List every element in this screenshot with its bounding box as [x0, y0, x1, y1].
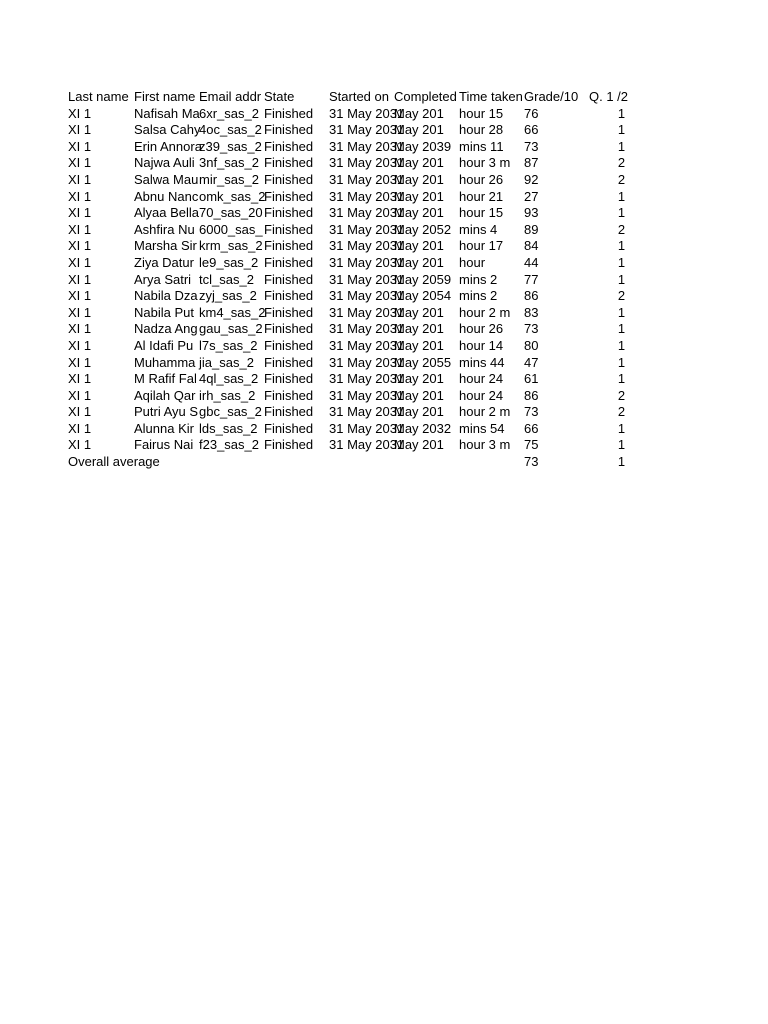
cell-q1: 1 — [617, 254, 626, 270]
cell-q1: 2 — [617, 404, 626, 420]
table-row — [68, 288, 668, 305]
cell-first-name: Al Idafi Pu — [134, 337, 194, 353]
cell-state: Finished — [264, 171, 314, 187]
cell-completed: May 201 — [394, 238, 444, 254]
cell-completed: May 201 — [394, 404, 444, 420]
cell-first-name: Alunna Kir — [134, 420, 194, 436]
cell-time-taken: hour 26 — [459, 321, 504, 337]
cell-completed: May 201 — [394, 122, 444, 138]
cell-grade: 89 — [524, 221, 539, 237]
cell-q1: 2 — [617, 155, 626, 171]
cell-grade: 66 — [524, 420, 539, 436]
cell-first-name: Salsa Cahy — [134, 122, 201, 138]
cell-completed: May 201 — [394, 321, 444, 337]
cell-email: 4ql_sas_2 — [199, 371, 259, 387]
header-first-name: First name — [134, 89, 196, 104]
cell-started-on: 31 May 2031 — [329, 138, 405, 154]
table-row — [68, 388, 668, 405]
table-row — [68, 255, 668, 272]
cell-q1: 1 — [617, 271, 626, 287]
cell-first-name: Abnu Nanc — [134, 188, 199, 204]
cell-q1: 2 — [617, 221, 626, 237]
cell-time-taken: mins 54 — [459, 420, 505, 436]
table-row — [68, 106, 668, 123]
cell-email: z39_sas_2 — [199, 138, 262, 154]
cell-started-on: 31 May 2031 — [329, 420, 405, 436]
cell-time-taken: hour 28 — [459, 122, 504, 138]
cell-grade: 80 — [524, 337, 539, 353]
cell-completed: May 201 — [394, 437, 444, 453]
cell-last-name: XI 1 — [68, 304, 92, 320]
cell-last-name: XI 1 — [68, 171, 92, 187]
cell-started-on: 31 May 2031 — [329, 337, 405, 353]
table-row — [68, 321, 668, 338]
cell-state: Finished — [264, 271, 314, 287]
cell-email: le9_sas_2 — [199, 254, 259, 270]
cell-q1: 1 — [617, 105, 626, 121]
cell-started-on: 31 May 2031 — [329, 437, 405, 453]
cell-state: Finished — [264, 238, 314, 254]
cell-grade: 73 — [524, 321, 539, 337]
cell-state: Finished — [264, 354, 314, 370]
cell-state: Finished — [264, 105, 314, 121]
cell-time-taken: hour 15 — [459, 205, 504, 221]
cell-started-on: 31 May 2031 — [329, 122, 405, 138]
cell-first-name: Nafisah Ma — [134, 105, 200, 121]
cell-first-name: Ziya Datur — [134, 254, 194, 270]
cell-completed: May 201 — [394, 337, 444, 353]
cell-started-on: 31 May 2031 — [329, 221, 405, 237]
cell-state: Finished — [264, 288, 314, 304]
cell-started-on: 31 May 2031 — [329, 371, 405, 387]
cell-state: Finished — [264, 155, 314, 171]
cell-grade: 84 — [524, 238, 539, 254]
cell-grade: 92 — [524, 171, 539, 187]
cell-completed: May 2054 — [394, 288, 452, 304]
cell-started-on: 31 May 2031 — [329, 254, 405, 270]
cell-last-name: XI 1 — [68, 321, 92, 337]
cell-grade: 87 — [524, 155, 539, 171]
cell-state: Finished — [264, 122, 314, 138]
cell-grade: 77 — [524, 271, 539, 287]
table-row — [68, 238, 668, 255]
table-row — [68, 272, 668, 289]
cell-time-taken: mins 44 — [459, 354, 505, 370]
cell-time-taken: hour 2 m — [459, 404, 511, 420]
cell-started-on: 31 May 2031 — [329, 271, 405, 287]
cell-last-name: XI 1 — [68, 288, 92, 304]
cell-q1: 2 — [617, 171, 626, 187]
cell-completed: May 201 — [394, 304, 444, 320]
cell-time-taken: mins 11 — [459, 138, 504, 154]
cell-q1: 1 — [617, 337, 626, 353]
table-row — [68, 122, 668, 139]
cell-first-name: Marsha Sir — [134, 238, 197, 254]
cell-first-name: Erin Annora — [134, 138, 202, 154]
table-body — [68, 106, 668, 454]
cell-grade: 61 — [524, 371, 539, 387]
header-row — [68, 89, 668, 106]
table-row — [68, 155, 668, 172]
cell-q1: 1 — [617, 205, 626, 221]
cell-last-name: XI 1 — [68, 371, 92, 387]
cell-q1: 1 — [617, 371, 626, 387]
cell-started-on: 31 May 2031 — [329, 238, 405, 254]
cell-time-taken: hour 14 — [459, 337, 504, 353]
cell-started-on: 31 May 2031 — [329, 105, 405, 121]
cell-started-on: 31 May 2031 — [329, 171, 405, 187]
cell-first-name: Nabila Put — [134, 304, 194, 320]
table-row — [68, 421, 668, 438]
cell-completed: May 201 — [394, 387, 444, 403]
cell-time-taken: hour 17 — [459, 238, 504, 254]
cell-first-name: Fairus Nai — [134, 437, 194, 453]
cell-state: Finished — [264, 437, 314, 453]
cell-state: Finished — [264, 254, 314, 270]
cell-first-name: Muhamma — [134, 354, 196, 370]
cell-state: Finished — [264, 387, 314, 403]
cell-completed: May 201 — [394, 188, 444, 204]
cell-grade: 66 — [524, 122, 539, 138]
cell-last-name: XI 1 — [68, 122, 92, 138]
cell-last-name: XI 1 — [68, 155, 92, 171]
cell-last-name: XI 1 — [68, 238, 92, 254]
table-row — [68, 338, 668, 355]
cell-grade: 83 — [524, 304, 539, 320]
cell-time-taken: hour 15 — [459, 105, 504, 121]
cell-last-name: XI 1 — [68, 337, 92, 353]
cell-time-taken: mins 2 — [459, 288, 498, 304]
cell-started-on: 31 May 2031 — [329, 188, 405, 204]
cell-state: Finished — [264, 188, 314, 204]
cell-time-taken: hour 26 — [459, 171, 504, 187]
cell-q1: 1 — [617, 420, 626, 436]
cell-first-name: Nadza Ang — [134, 321, 198, 337]
table-row — [68, 205, 668, 222]
cell-first-name: Aqilah Qar — [134, 387, 196, 403]
header-completed: Completed — [394, 89, 457, 104]
cell-email: 4oc_sas_2 — [199, 122, 262, 138]
spreadsheet — [68, 89, 668, 471]
header-grade: Grade/10 — [524, 89, 579, 104]
cell-started-on: 31 May 2031 — [329, 321, 405, 337]
cell-time-taken: hour 3 m — [459, 437, 511, 453]
cell-time-taken: hour — [459, 254, 486, 270]
cell-last-name: XI 1 — [68, 205, 92, 221]
cell-email: mir_sas_2 — [199, 171, 259, 187]
cell-time-taken: hour 3 m — [459, 155, 511, 171]
cell-completed: May 201 — [394, 171, 444, 187]
cell-last-name: XI 1 — [68, 420, 92, 436]
cell-first-name: Nabila Dza — [134, 288, 198, 304]
cell-time-taken: mins 2 — [459, 271, 498, 287]
cell-first-name: Ashfira Nu — [134, 221, 195, 237]
cell-grade: 76 — [524, 105, 539, 121]
cell-q1: 1 — [617, 437, 626, 453]
cell-email: irh_sas_2 — [199, 387, 256, 403]
header-email: Email addr — [199, 89, 262, 104]
cell-grade: 44 — [524, 254, 539, 270]
cell-state: Finished — [264, 138, 314, 154]
cell-grade: 73 — [524, 138, 539, 154]
cell-email: l7s_sas_2 — [199, 337, 258, 353]
cell-last-name: XI 1 — [68, 188, 92, 204]
cell-grade: 75 — [524, 437, 539, 453]
cell-time-taken: hour 2 m — [459, 304, 511, 320]
cell-first-name: Putri Ayu S — [134, 404, 199, 420]
cell-email: 70_sas_20 — [199, 205, 263, 221]
cell-completed: May 2059 — [394, 271, 452, 287]
cell-started-on: 31 May 2031 — [329, 304, 405, 320]
table-row — [68, 437, 668, 454]
cell-email: lds_sas_2 — [199, 420, 258, 436]
table-row — [68, 172, 668, 189]
cell-email: km4_sas_2 — [199, 304, 266, 320]
table-row — [68, 371, 668, 388]
cell-first-name: M Rafif Fal — [134, 371, 197, 387]
overall-average-q1: 1 — [617, 454, 626, 470]
cell-q1: 2 — [617, 288, 626, 304]
cell-time-taken: hour 24 — [459, 371, 504, 387]
cell-grade: 73 — [524, 404, 539, 420]
cell-grade: 93 — [524, 205, 539, 221]
table-row — [68, 139, 668, 156]
cell-email: omk_sas_2 — [199, 188, 266, 204]
cell-grade: 47 — [524, 354, 539, 370]
cell-q1: 1 — [617, 354, 626, 370]
cell-first-name: Arya Satri — [134, 271, 192, 287]
cell-email: jia_sas_2 — [199, 354, 254, 370]
cell-state: Finished — [264, 404, 314, 420]
cell-last-name: XI 1 — [68, 404, 92, 420]
header-state: State — [264, 89, 295, 104]
cell-state: Finished — [264, 420, 314, 436]
cell-grade: 86 — [524, 288, 539, 304]
cell-started-on: 31 May 2031 — [329, 387, 405, 403]
cell-state: Finished — [264, 337, 314, 353]
cell-email: tcl_sas_2 — [199, 271, 254, 287]
footer-row — [68, 454, 668, 471]
overall-average-label: Overall average — [68, 454, 160, 470]
table-row — [68, 404, 668, 421]
cell-started-on: 31 May 2031 — [329, 354, 405, 370]
cell-last-name: XI 1 — [68, 138, 92, 154]
cell-completed: May 201 — [394, 205, 444, 221]
table-row — [68, 222, 668, 239]
cell-completed: May 201 — [394, 155, 444, 171]
cell-q1: 1 — [617, 122, 626, 138]
cell-state: Finished — [264, 321, 314, 337]
cell-completed: May 2032 — [394, 420, 452, 436]
header-last-name: Last name — [68, 89, 129, 104]
cell-time-taken: hour 24 — [459, 387, 504, 403]
cell-completed: May 2052 — [394, 221, 452, 237]
cell-started-on: 31 May 2031 — [329, 288, 405, 304]
cell-state: Finished — [264, 205, 314, 221]
cell-q1: 1 — [617, 138, 626, 154]
cell-email: zyj_sas_2 — [199, 288, 257, 304]
cell-email: 3nf_sas_2 — [199, 155, 259, 171]
cell-last-name: XI 1 — [68, 254, 92, 270]
cell-email: 6xr_sas_2 — [199, 105, 259, 121]
cell-completed: May 201 — [394, 371, 444, 387]
cell-started-on: 31 May 2031 — [329, 404, 405, 420]
cell-started-on: 31 May 2031 — [329, 205, 405, 221]
table-row — [68, 355, 668, 372]
cell-first-name: Salwa Mau — [134, 171, 199, 187]
cell-q1: 1 — [617, 321, 626, 337]
table-row — [68, 305, 668, 322]
cell-completed: May 201 — [394, 254, 444, 270]
header-q1: Q. 1 /2 — [589, 89, 629, 104]
cell-email: 6000_sas_ — [199, 221, 263, 237]
cell-email: gau_sas_2 — [199, 321, 263, 337]
cell-last-name: XI 1 — [68, 221, 92, 237]
cell-last-name: XI 1 — [68, 105, 92, 121]
cell-q1: 1 — [617, 304, 626, 320]
cell-started-on: 31 May 2031 — [329, 155, 405, 171]
overall-average-grade: 73 — [524, 454, 539, 470]
cell-state: Finished — [264, 371, 314, 387]
cell-email: krm_sas_2 — [199, 238, 263, 254]
cell-time-taken: mins 4 — [459, 221, 498, 237]
cell-email: gbc_sas_2 — [199, 404, 262, 420]
cell-last-name: XI 1 — [68, 387, 92, 403]
cell-state: Finished — [264, 221, 314, 237]
cell-q1: 1 — [617, 238, 626, 254]
cell-last-name: XI 1 — [68, 271, 92, 287]
cell-completed: May 2039 — [394, 138, 452, 154]
cell-q1: 2 — [617, 387, 626, 403]
cell-first-name: Alyaa Bella — [134, 205, 200, 221]
header-time-taken: Time taken — [459, 89, 523, 104]
cell-email: f23_sas_2 — [199, 437, 259, 453]
cell-q1: 1 — [617, 188, 626, 204]
cell-grade: 86 — [524, 387, 539, 403]
cell-state: Finished — [264, 304, 314, 320]
cell-time-taken: hour 21 — [459, 188, 504, 204]
cell-completed: May 2055 — [394, 354, 452, 370]
cell-first-name: Najwa Auli — [134, 155, 195, 171]
cell-last-name: XI 1 — [68, 437, 92, 453]
cell-last-name: XI 1 — [68, 354, 92, 370]
cell-completed: May 201 — [394, 105, 444, 121]
header-started-on: Started on — [329, 89, 389, 104]
table-row — [68, 189, 668, 206]
cell-grade: 27 — [524, 188, 539, 204]
